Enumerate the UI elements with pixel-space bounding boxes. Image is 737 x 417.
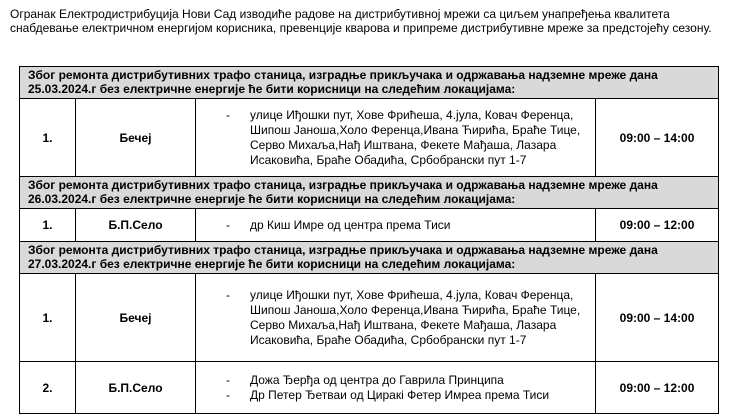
row-locations — [196, 209, 596, 242]
row-time: 09:00 – 14:00 — [596, 274, 719, 362]
row-time: 09:00 – 12:00 — [596, 209, 719, 242]
table-row — [20, 274, 719, 362]
section-header-row — [20, 177, 719, 209]
row-number: 1. — [20, 99, 76, 177]
row-number: 2. — [20, 362, 76, 414]
row-locations — [196, 362, 596, 414]
row-place: Бечеј — [76, 274, 196, 362]
row-locations — [196, 274, 596, 362]
table-row — [20, 99, 719, 177]
section-header: Због ремонта дистрибутивних трафо станица, изградње прикључака и одржавања надземне мреже дана 25.03.2024.г без електричне енергије ће бити корисници на следећим локацијама: — [20, 67, 719, 99]
row-place: Бечеј — [76, 99, 196, 177]
street-item: - улице Иђошки пут, Хове Фрићеша, 4.јула, Ковач Ференца, Шипош Јаноша,Холо Ференца,Ивана Ћирића, Браће Тице, Серво Михаља,Нађ Иштвана, Фекете Мађаша, Лазара Исаковића, Браће Обадића, Србобрански пут 1-7 — [226, 108, 587, 168]
row-place: Б.П.Село — [76, 362, 196, 414]
street-item: - улице Иђошки пут, Хове Фрићеша, 4.јула, Ковач Ференца, Шипош Јаноша,Холо Ференца,Ивана Ћирића, Браће Тице, Серво Михаља,Нађ Иштвана, Фекете Мађаша, Лазара Исаковића, Браће Обадића, Србобрански пут 1-7 — [226, 288, 587, 348]
section-header-row — [20, 67, 719, 99]
section-header: Због ремонта дистрибутивних трафо станица, изградње прикључака и одржавања надземне мреже дана 27.03.2024.г без електричне енергије ће бити корисници на следећим локацијама: — [20, 242, 719, 274]
street-item: - Др Петер Ђетваи од Циракi Фетер Имреа према Тиси — [226, 388, 587, 403]
section-header-row — [20, 242, 719, 274]
row-time: 09:00 – 14:00 — [596, 99, 719, 177]
table-row — [20, 209, 719, 242]
table-row — [20, 362, 719, 414]
street-item: - др Киш Имре од центра према Тиси — [226, 218, 587, 233]
row-time: 09:00 – 12:00 — [596, 362, 719, 414]
intro-paragraph: Огранак Електродистрибуција Нови Сад изводиће радове на дистрибутивној мрежи са циљем унапређења квалитета снабдевање електричном енергијом корисника, превенције кварова и припреме дистрибутивне мреже за предстојећу сезону. — [10, 7, 712, 35]
row-number: 1. — [20, 274, 76, 362]
row-number: 1. — [20, 209, 76, 242]
row-place: Б.П.Село — [76, 209, 196, 242]
section-header: Због ремонта дистрибутивних трафо станица, изградње прикључака и одржавања надземне мреже дана 26.03.2024.г без електричне енергије ће бити корисници на следећим локацијама: — [20, 177, 719, 209]
row-locations — [196, 99, 596, 177]
outage-table — [19, 66, 719, 414]
street-item: - Дожа Ђерђа од центра до Гаврила Принципа — [226, 373, 587, 388]
